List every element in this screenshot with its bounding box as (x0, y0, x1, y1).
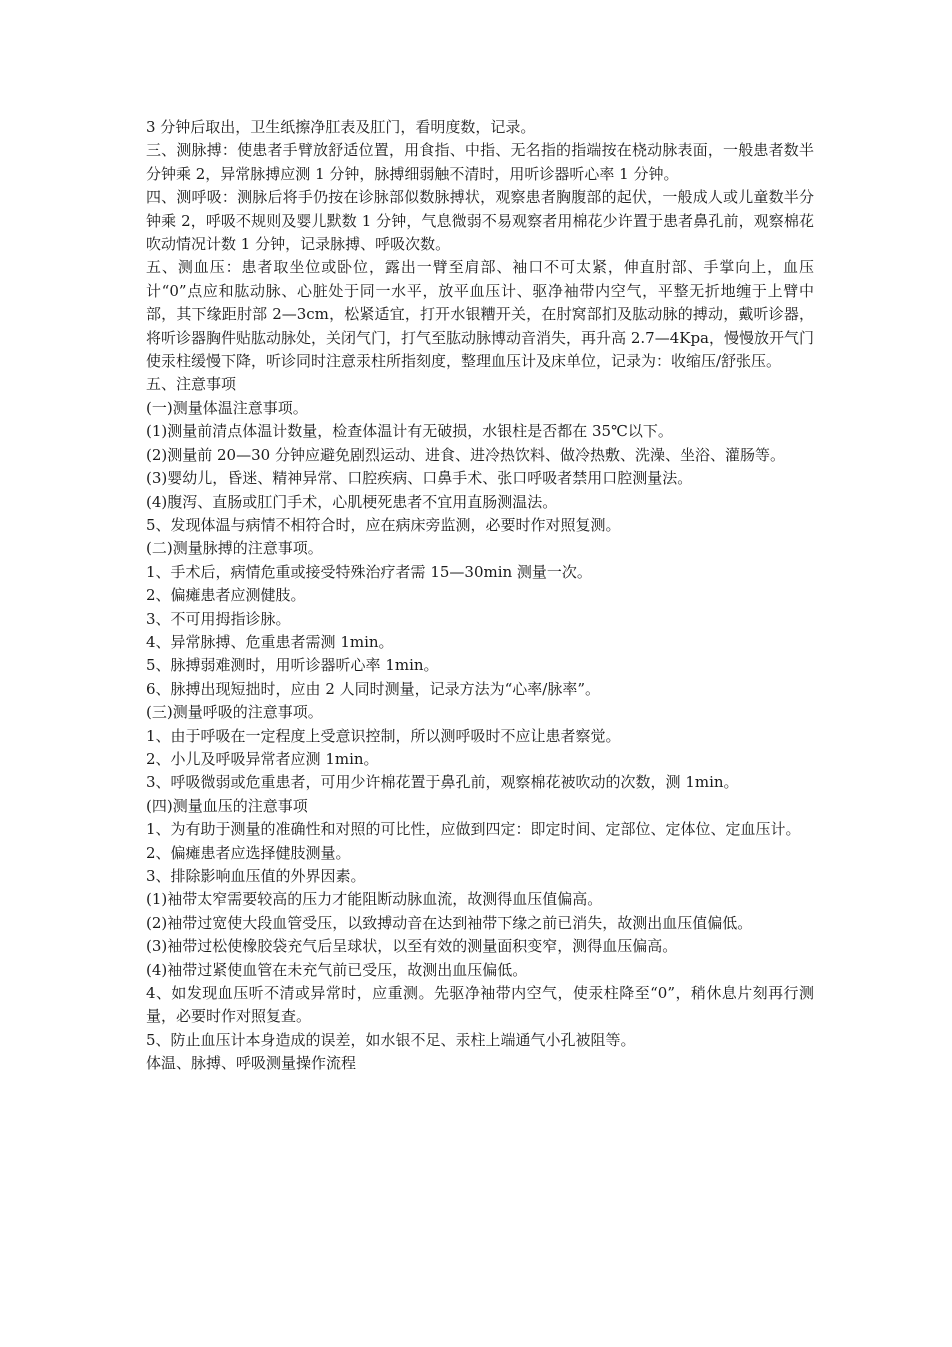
list-item: 1、为有助于测量的准确性和对照的可比性，应做到四定：即定时间、定部位、定体位、定血压计。 (146, 820, 801, 839)
list-item: 3、不可用拇指诊脉。 (146, 609, 291, 628)
paragraph-2: 三、测脉搏：使患者手臂放舒适位置，用食指、中指、无名指的指端按在桡动脉表面，一般患者数半分钟乘 2，异常脉搏应测 1 分钟，脉搏细弱触不清时，用听诊器听心率 1 分钟。 (146, 141, 814, 183)
subheading-pulse: (二)测量脉搏的注意事项。 (146, 539, 323, 558)
paragraph-3: 四、测呼吸：测脉后将手仍按在诊脉部似数脉搏状，观察患者胸腹部的起伏，一般成人或儿童数半分钟乘 2，呼吸不规则及婴儿默数 1 分钟，气息微弱不易观察者用棉花少许置于患者鼻孔前，观察棉花吹动情况计数 1 分钟，记录脉搏、呼吸次数。 (146, 188, 814, 254)
list-item: (2)袖带过宽使大段血管受压，以致搏动音在达到袖带下缘之前已消失，故测出血压值偏低。 (146, 913, 753, 932)
list-item: 4、异常脉搏、危重患者需测 1min。 (146, 632, 394, 651)
list-item: 3、排除影响血压值的外界因素。 (146, 867, 366, 885)
list-item: 3、呼吸微弱或危重患者，可用少许棉花置于鼻孔前，观察棉花被吹动的次数，测 1min。 (146, 773, 739, 792)
list-item: 2、小儿及呼吸异常者应测 1min。 (146, 749, 379, 768)
list-item: 4、如发现血压听不清或异常时，应重测。先驱净袖带内空气，使汞柱降至“0”，稍休息片刻再行测量，必要时作对照复查。 (146, 984, 814, 1026)
list-item: 6、脉搏出现短拙时，应由 2 人同时测量，记录方法为“心率/脉率”。 (146, 679, 601, 698)
document-body (146, 116, 814, 1076)
list-item: 2、偏瘫患者应测健肢。 (146, 586, 306, 605)
paragraph-1: 3 分钟后取出，卫生纸擦净肛表及肛门，看明度数，记录。 (146, 118, 536, 136)
section-heading-notes: 五、注意事项 (146, 375, 237, 394)
list-item: 5、脉搏弱难测时，用听诊器听心率 1min。 (146, 656, 439, 675)
list-item: (4)腹泻、直肠或肛门手术，心肌梗死患者不宜用直肠测温法。 (146, 492, 558, 511)
subheading-respiration: (三)测量呼吸的注意事项。 (146, 703, 323, 722)
list-item: 1、由于呼吸在一定程度上受意识控制，所以测呼吸时不应让患者察觉。 (146, 726, 621, 745)
paragraph-4: 五、测血压：患者取坐位或卧位，露出一臂至肩部、袖口不可太紧，伸直肘部、手掌向上，血压计“0”点应和肱动脉、心脏处于同一水平，放平血压计、驱净袖带内空气，平整无折地缠于上臂中部，其下缘距肘部 2—3cm，松紧适宜，打开水银糟开关，在肘窝部扪及肱动脉的搏动，戴听诊器，将听诊器胸件贴肱动脉处，关闭气门，打气至肱动脉博动音消失，再升高 2.7—4Kpa，慢慢放开气门使汞柱缓慢下降，听诊同时注意汞柱所指刻度，整理血压计及床单位，记录为：收缩压/舒张压。 (146, 258, 814, 371)
list-item: 2、偏瘫患者应选择健肢测量。 (146, 843, 351, 862)
list-item: (4)袖带过紧使血管在未充气前已受压，故测出血压偏低。 (146, 960, 528, 979)
subheading-blood-pressure: (四)测量血压的注意事项 (146, 796, 308, 815)
list-item: 5、防止血压计本身造成的误差，如水银不足、汞柱上端通气小孔被阻等。 (146, 1030, 636, 1049)
subheading-temperature: (一)测量体温注意事项。 (146, 398, 308, 417)
closing-heading: 体温、脉搏、呼吸测量操作流程 (146, 1054, 357, 1073)
list-item: (3)婴幼儿，昏迷、精神异常、口腔疾病、口鼻手术、张口呼吸者禁用口腔测量法。 (146, 469, 693, 488)
list-item: 5、发现体温与病情不相符合时，应在病床旁监测，必要时作对照复测。 (146, 515, 621, 534)
list-item: (1)袖带太窄需要较高的压力才能阻断动脉血流，故测得血压值偏高。 (146, 890, 603, 909)
list-item: (2)测量前 20—30 分钟应避免剧烈运动、进食、进冷热饮料、做冷热敷、洗澡、坐浴、灌肠等。 (146, 445, 785, 464)
list-item: 1、手术后，病情危重或接受特殊治疗者需 15—30min 测量一次。 (146, 562, 592, 581)
list-item: (3)袖带过松使橡胶袋充气后呈球状，以至有效的测量面积变窄，测得血压偏高。 (146, 937, 678, 956)
list-item: (1)测量前清点体温计数量，检查体温计有无破损，水银柱是否都在 35℃以下。 (146, 422, 673, 441)
